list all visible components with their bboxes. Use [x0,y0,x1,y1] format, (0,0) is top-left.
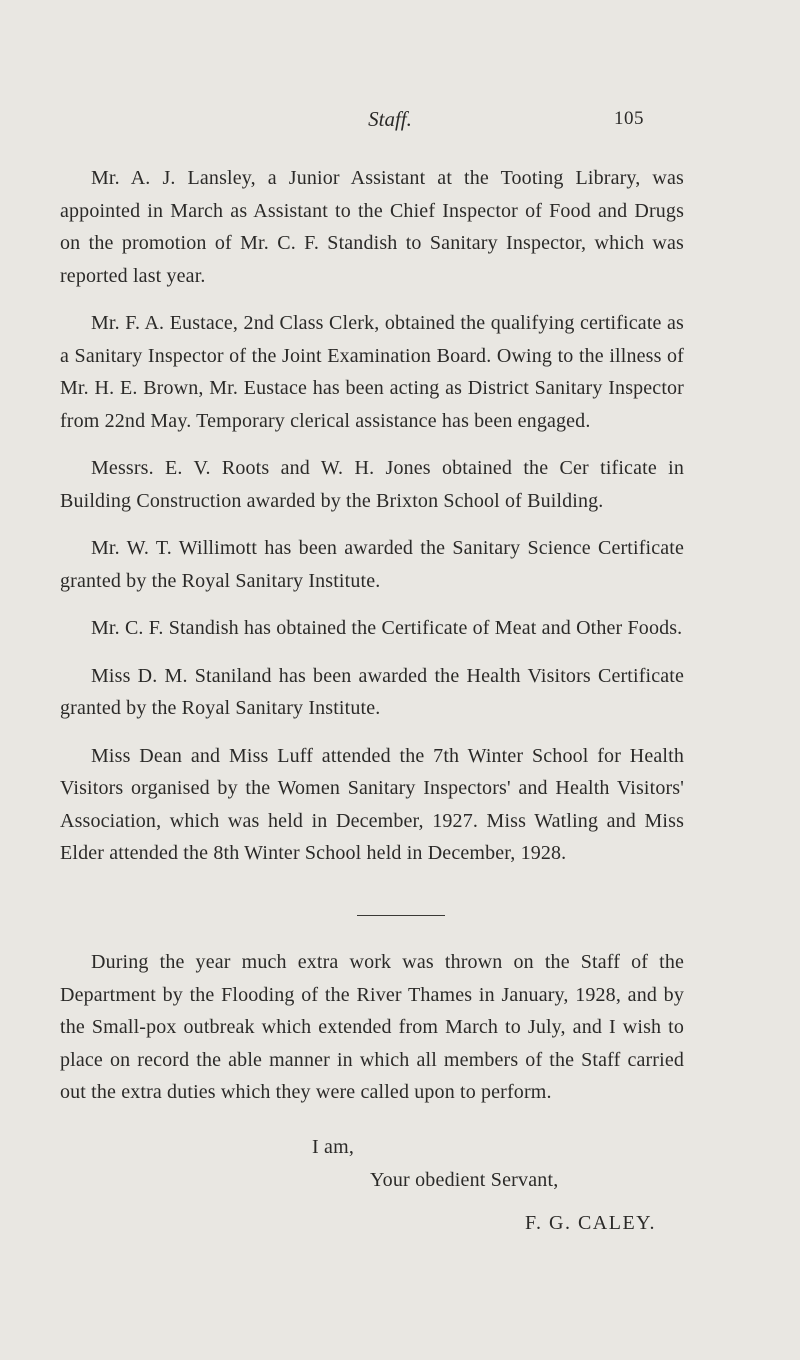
signature: F. G. CALEY. [525,1212,657,1234]
paragraph-standish: Mr. C. F. Standish has obtained the Certificate of Meat and Other Foods. [91,617,683,639]
staff-report-body [60,162,684,885]
paragraph-eustace: Mr. F. A. Eustace, 2nd Class Clerk, obtained the qualifying certificate as a Sanitary Inspector of the Joint Examination Board. Owing to the illness of Mr. H. E. Brown, Mr. Eustace has been acting as District Sanitary Inspector from 22nd May. Temporary clerical assistance has been engaged. [60,312,684,432]
paragraph-willimott: Mr. W. T. Willimott has been awarded the Sanitary Science Certificate granted by the Royal Sanitary Institute. [60,537,684,592]
valediction: Your obedient Servant, [370,1169,559,1191]
paragraph-lansley: Mr. A. J. Lansley, a Junior Assistant at the Tooting Library, was appointed in March as Assistant to the Chief Inspector of Food and Drugs on the promotion of Mr. C. F. Standish to Sanitary Inspector, which was reported last year. [60,167,684,287]
paragraph-extra-work: During the year much extra work was thrown on the Staff of the Department by the Flooding of the River Thames in January, 1928, and by the Small-pox outbreak which extended from March to July, and I wish to place on record the able manner in which all members of the Staff carried out the extra duties which they were called upon to perform. [60,951,684,1103]
paragraph-roots-jones: Messrs. E. V. Roots and W. H. Jones obtained the Cer tificate in Building Construction awarded by the Brixton School of Building. [60,457,684,512]
paragraph-winter-school: Miss Dean and Miss Luff attended the 7th Winter School for Health Visitors organised by the Women Sanitary Inspectors' and Health Visitors' Association, which was held in December, 1927. Miss Watling and Miss Elder attended the 8th Winter School held in December, 1928. [60,744,684,864]
closing-section [60,946,684,1109]
paragraph-staniland: Miss D. M. Staniland has been awarded the Health Visitors Certificate granted by the Royal Sanitary Institute. [60,664,684,719]
page-number: 105 [614,108,644,129]
page-title: Staff. [368,107,412,131]
section-divider [357,915,445,916]
salutation: I am, [312,1136,355,1158]
